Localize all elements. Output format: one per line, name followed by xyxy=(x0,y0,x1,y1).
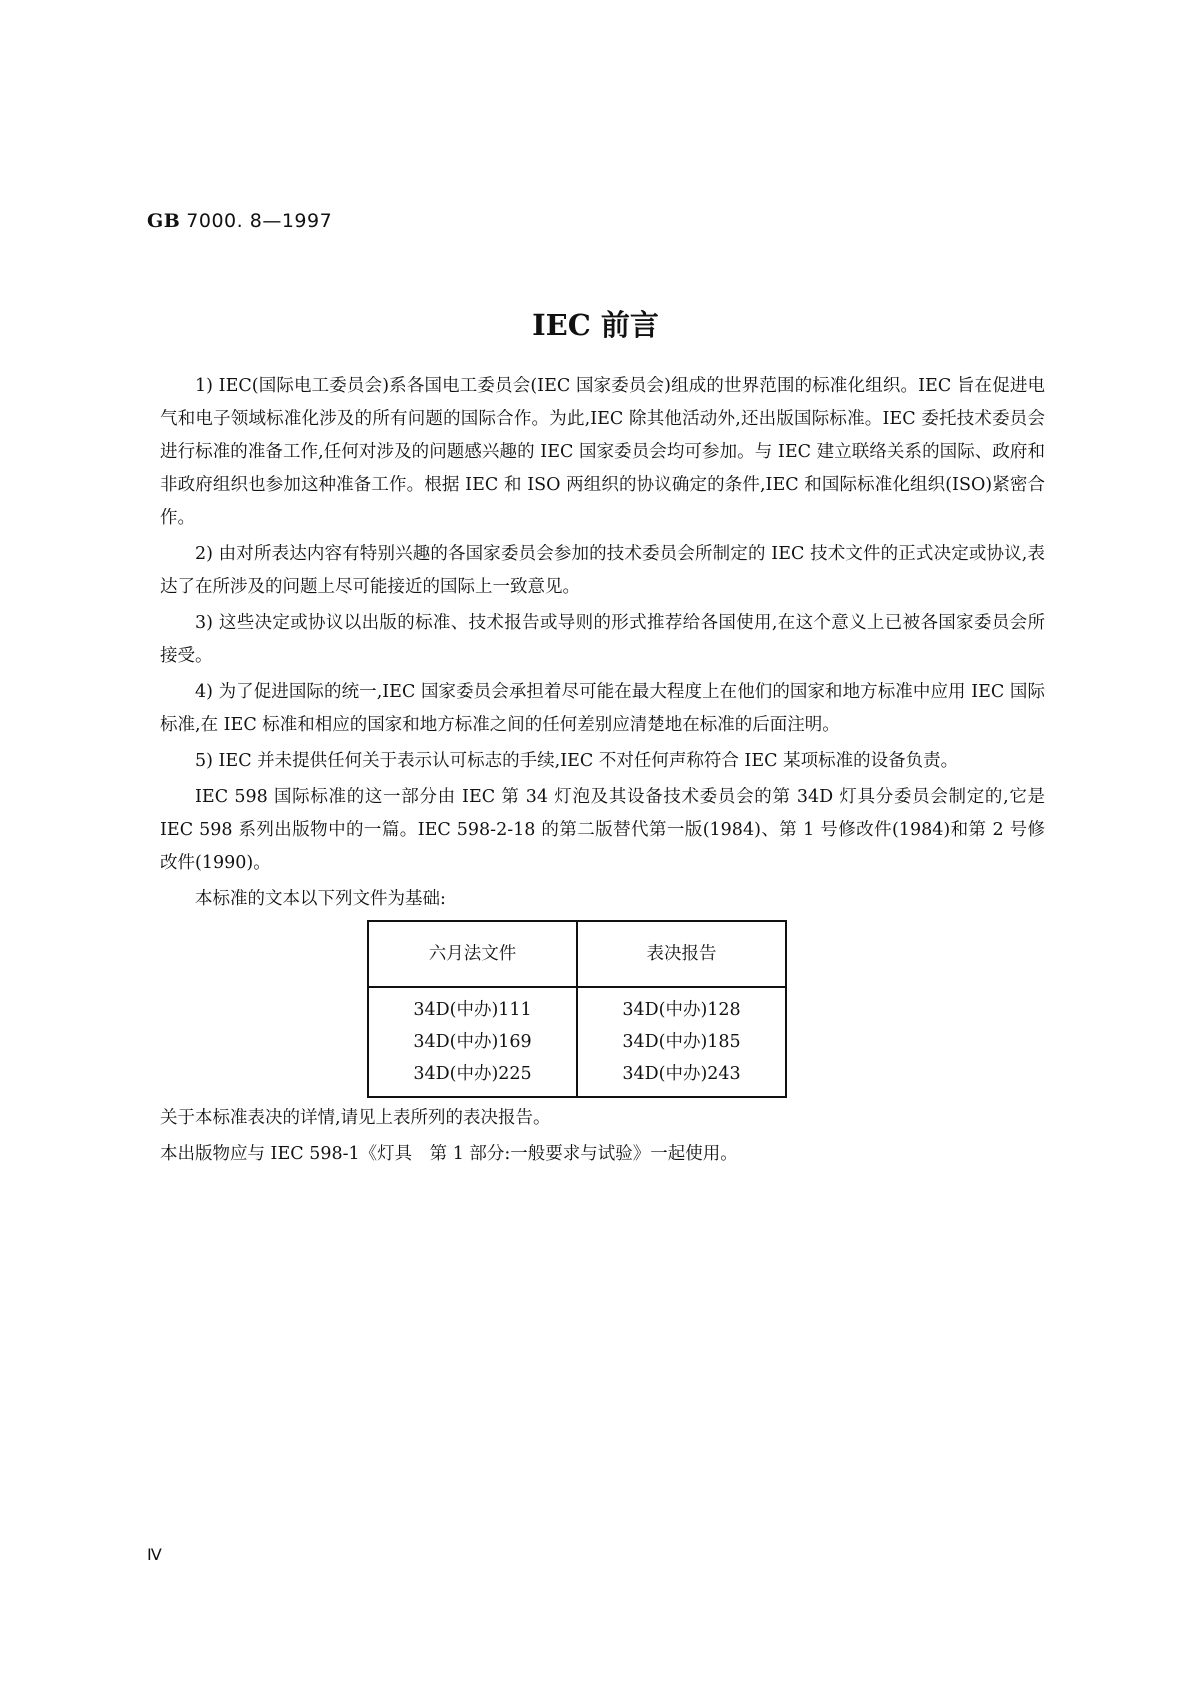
paragraph-4: 4) 为了促进国际的统一,IEC 国家委员会承担着尽可能在最大程度上在他们的国家和地方标准中应用 IEC 国际标准,在 IEC 标准和相应的国家和地方标准之间的任何差别应清楚地在标准的后面注明。 xyxy=(160,682,1045,735)
basis-table-wrapper xyxy=(367,920,1045,1098)
standard-code: 7000. 8—1997 xyxy=(186,210,333,232)
basis-table xyxy=(367,920,787,1098)
paragraph-5: 5) IEC 并未提供任何关于表示认可标志的手续,IEC 不对任何声称符合 IEC 某项标准的设备负责。 xyxy=(195,751,959,771)
table-cell-voting-reports xyxy=(577,987,786,1097)
table-cell-text: 34D(中办)128 xyxy=(622,1000,741,1020)
table-row xyxy=(368,987,786,1097)
document-body xyxy=(160,370,1045,1174)
paragraph-usage: 本出版物应与 IEC 598-1《灯具 第 1 部分:一般要求与试验》一起使用。 xyxy=(160,1144,738,1164)
paragraph-1: 1) IEC(国际电工委员会)系各国电工委员会(IEC 国家委员会)组成的世界范围的标准化组织。IEC 旨在促进电气和电子领域标准化涉及的所有问题的国际合作。为此,IEC 除其他活动外,还出版国际标准。IEC 委托技术委员会进行标准的准备工作,任何对涉及的问题感兴趣的 IEC 国家委员会均可参加。与 IEC 建立联络关系的国际、政府和非政府组织也参加这种准备工作。根据 IEC 和 ISO 两组织的协议确定的条件,IEC 和国际标准化组织(ISO)紧密合作。 xyxy=(160,376,1045,528)
paragraph-basis: 本标准的文本以下列文件为基础: xyxy=(195,889,446,909)
paragraph-2: 2) 由对所表达内容有特别兴趣的各国家委员会参加的技术委员会所制定的 IEC 技术文件的正式决定或协议,表达了在所涉及的问题上尽可能接近的国际上一致意见。 xyxy=(160,544,1045,597)
standard-number xyxy=(147,210,332,232)
page-title: IEC 前言 xyxy=(532,308,659,342)
table-header-row xyxy=(368,921,786,987)
page-number: Ⅳ xyxy=(147,1545,162,1564)
table-cell-text: 34D(中办)185 xyxy=(622,1032,741,1052)
paragraph-voting-details: 关于本标准表决的详情,请见上表所列的表决报告。 xyxy=(160,1108,551,1128)
standard-prefix: GB xyxy=(147,210,181,232)
table-header-cell: 表决报告 xyxy=(577,921,786,987)
table-header-cell: 六月法文件 xyxy=(368,921,577,987)
table-cell-text: 34D(中办)111 xyxy=(413,1000,532,1020)
paragraph-iec598: IEC 598 国际标准的这一部分由 IEC 第 34 灯泡及其设备技术委员会的第 34D 灯具分委员会制定的,它是 IEC 598 系列出版物中的一篇。IEC 598-2-18 的第二版替代第一版(1984)、第 1 号修改件(1984)和第 2 号修改件(1990)。 xyxy=(160,787,1045,873)
table-cell-text: 34D(中办)225 xyxy=(413,1064,532,1084)
table-cell-text: 34D(中办)243 xyxy=(622,1064,741,1084)
table-cell-six-month-docs xyxy=(368,987,577,1097)
table-cell-text: 34D(中办)169 xyxy=(413,1032,532,1052)
paragraph-3: 3) 这些决定或协议以出版的标准、技术报告或导则的形式推荐给各国使用,在这个意义上已被各国家委员会所接受。 xyxy=(160,613,1045,666)
